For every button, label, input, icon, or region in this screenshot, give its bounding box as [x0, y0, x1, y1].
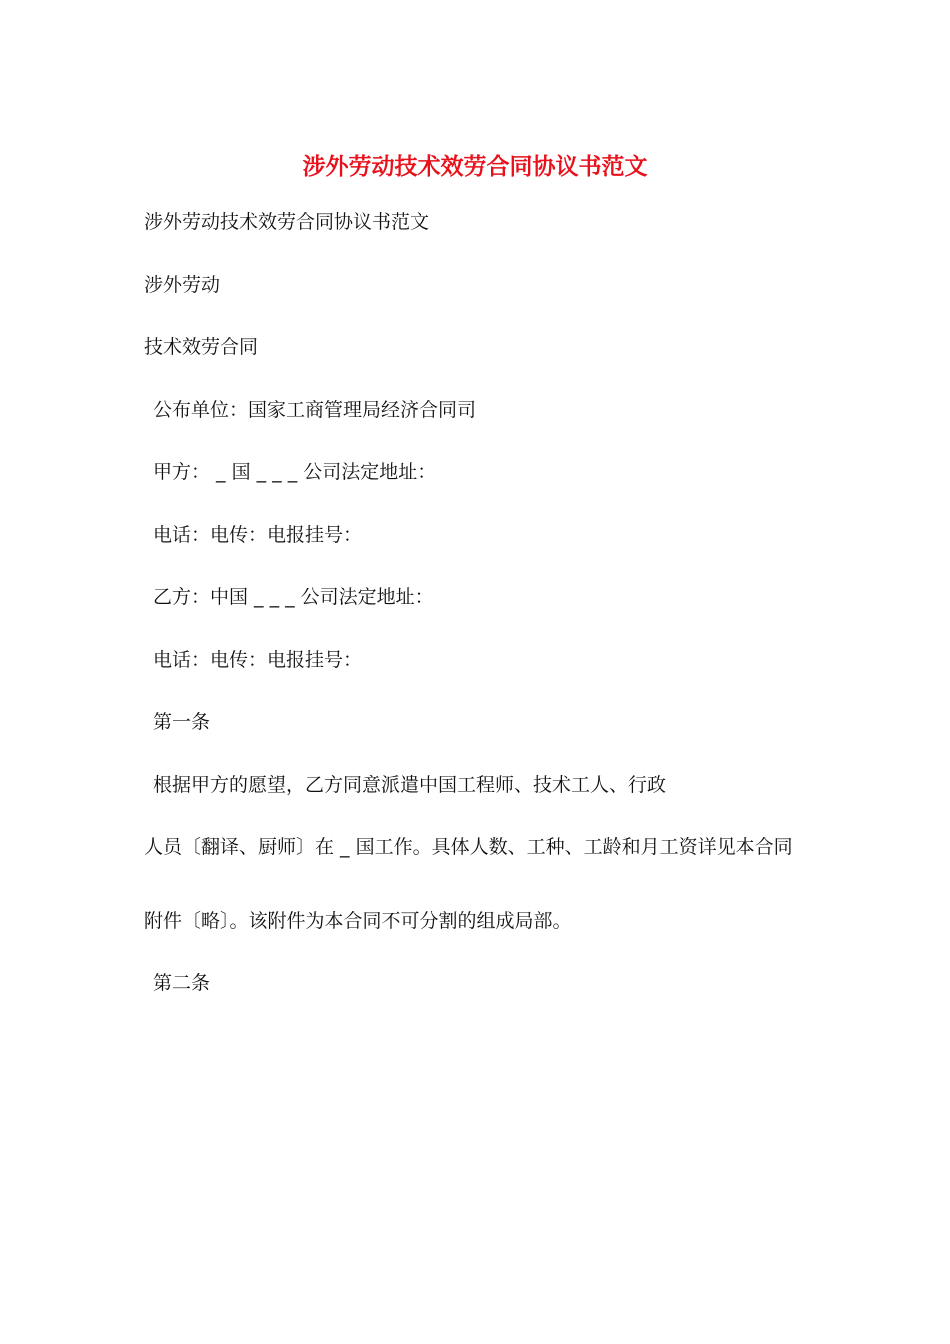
article-1-heading: 第一条	[153, 711, 211, 733]
document-title: 涉外劳动技术效劳合同协议书范文	[302, 153, 648, 180]
article-1-text-line-3: 附件〔略〕。该附件为本合同不可分割的组成局部。	[144, 910, 572, 932]
heading-line-1: 涉外劳动	[144, 274, 221, 296]
heading-line-2: 技术效劳合同	[144, 336, 259, 358]
document-subtitle: 涉外劳动技术效劳合同协议书范文	[144, 211, 430, 233]
publisher-line: 公布单位：国家工商管理局经济合同司	[153, 399, 477, 421]
party-a-contact-line: 电话：电传：电报挂号：	[153, 524, 363, 546]
party-a-line: 甲方： _ 国 _ _ _ 公司法定地址：	[153, 461, 437, 483]
article-2-heading: 第二条	[153, 972, 211, 994]
article-1-text-line-1: 根据甲方的愿望，乙方同意派遣中国工程师、技术工人、行政	[153, 774, 667, 796]
party-b-line: 乙方：中国 _ _ _ 公司法定地址：	[153, 586, 434, 608]
article-1-text-line-2: 人员〔翻译、厨师〕在 _ 国工作。具体人数、工种、工龄和月工资详见本合同	[144, 836, 793, 858]
party-b-contact-line: 电话：电传：电报挂号：	[153, 649, 363, 671]
